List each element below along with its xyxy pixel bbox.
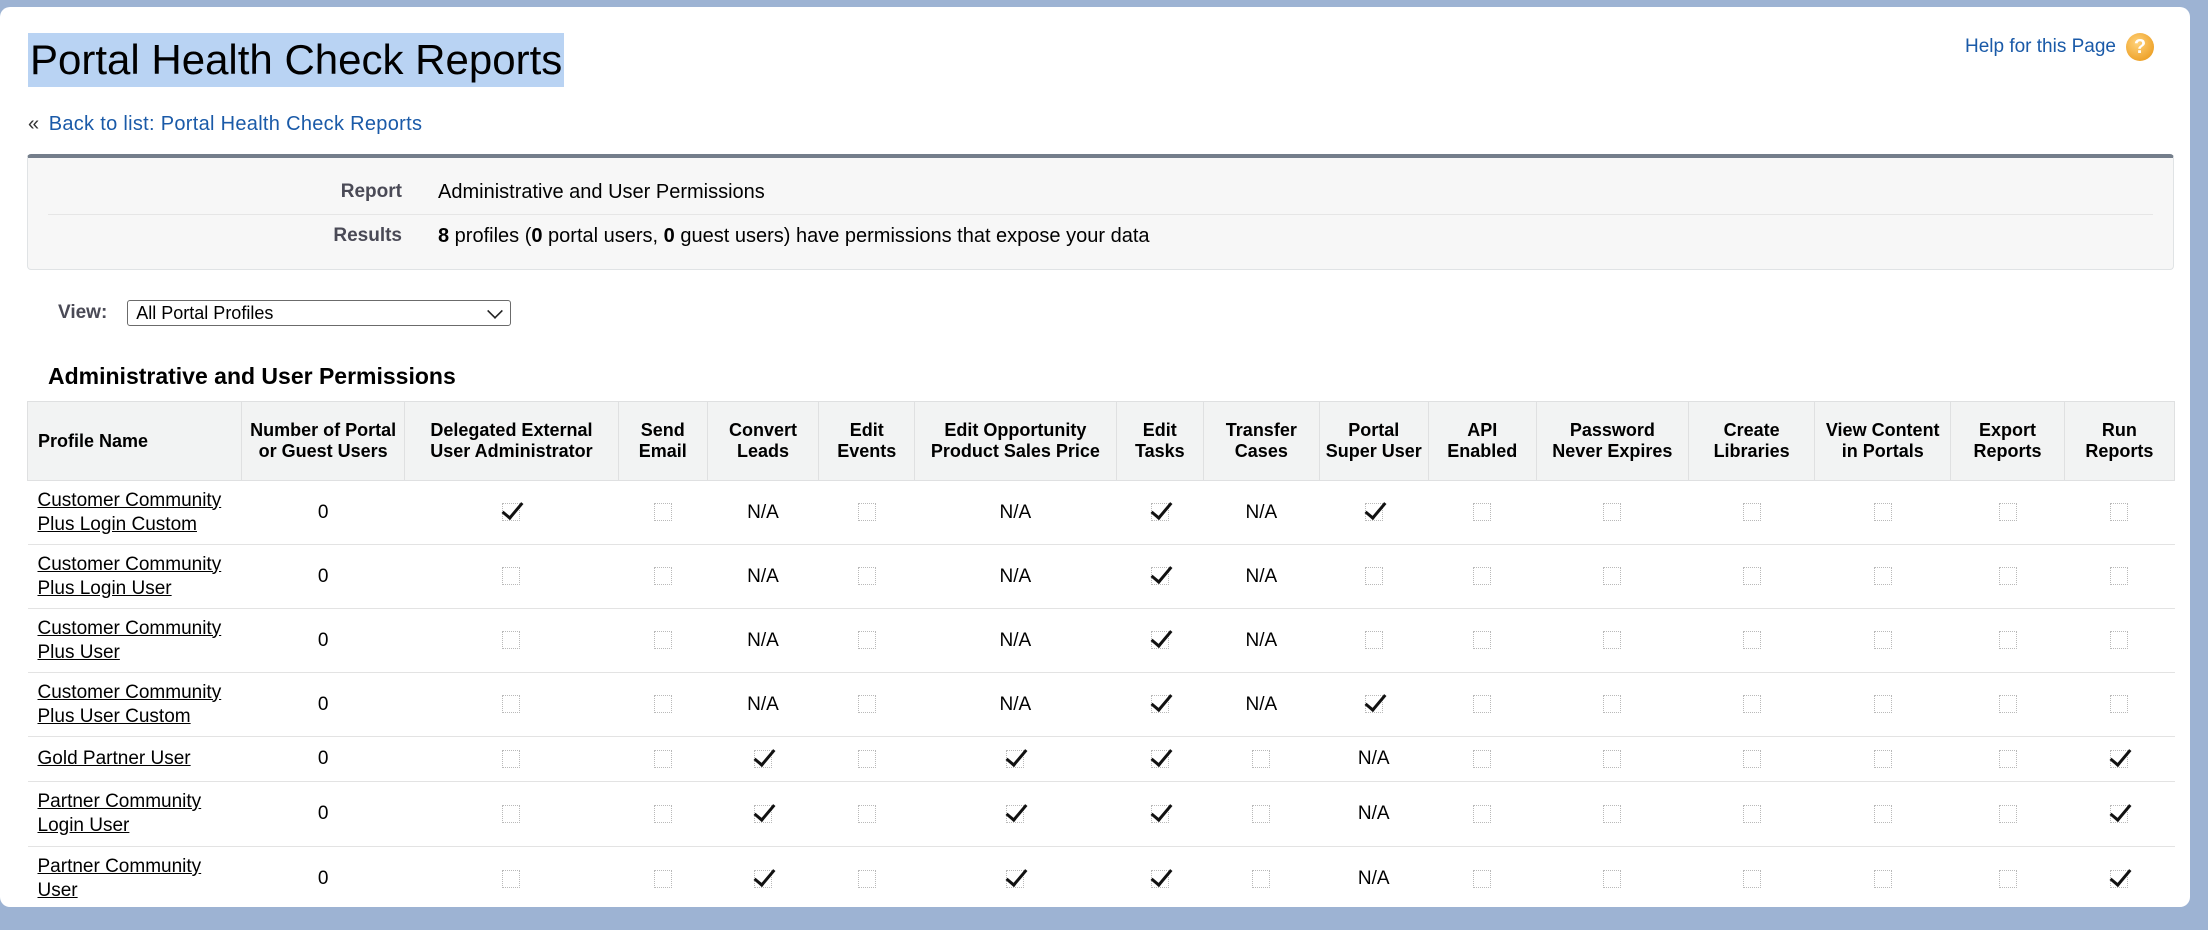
checkbox-empty-icon — [1252, 750, 1270, 768]
users-count-cell: 0 — [242, 609, 405, 673]
permission-cell — [1428, 782, 1536, 847]
checkbox-checked-icon — [1006, 750, 1024, 768]
permission-cell — [1689, 545, 1815, 609]
column-header: Export Reports — [1951, 402, 2064, 481]
breadcrumb — [28, 113, 422, 136]
profile-link[interactable]: Customer Community Plus Login Custom — [37, 489, 222, 535]
users-count-cell: 0 — [242, 782, 405, 847]
checkbox-checked-icon — [1151, 870, 1169, 888]
checkbox-empty-icon — [858, 631, 876, 649]
users-count-cell: 0 — [242, 847, 405, 908]
checkbox-empty-icon — [1603, 695, 1621, 713]
help-area — [1965, 33, 2154, 61]
checkbox-empty-icon — [1473, 870, 1491, 888]
checkbox-empty-icon — [654, 750, 672, 768]
permission-cell — [404, 847, 618, 908]
question-icon[interactable]: ? — [2126, 33, 2154, 61]
permissions-table — [27, 401, 2175, 907]
back-arrow: « — [28, 113, 40, 135]
table-row — [28, 545, 2175, 609]
permission-cell — [819, 609, 915, 673]
permission-cell — [819, 481, 915, 545]
table-row — [28, 847, 2175, 908]
checkbox-empty-icon — [1874, 567, 1892, 585]
table-body — [28, 481, 2175, 908]
checkbox-empty-icon — [858, 503, 876, 521]
checkbox-empty-icon — [2110, 695, 2128, 713]
permission-cell — [1116, 782, 1204, 847]
permission-cell — [2064, 847, 2174, 908]
results-label: Results — [333, 225, 402, 246]
view-filter — [58, 300, 511, 326]
not-applicable-text: N/A — [1245, 629, 1278, 651]
table-row — [28, 481, 2175, 545]
checkbox-empty-icon — [1743, 695, 1761, 713]
checkbox-checked-icon — [1151, 567, 1169, 585]
column-header: Create Libraries — [1689, 402, 1815, 481]
permission-cell — [819, 737, 915, 782]
checkbox-empty-icon — [1874, 695, 1892, 713]
table-row — [28, 737, 2175, 782]
portal-users-count: 0 — [531, 224, 543, 247]
checkbox-empty-icon — [654, 870, 672, 888]
permission-cell — [1951, 847, 2064, 908]
permission-cell — [404, 545, 618, 609]
permission-cell — [707, 545, 819, 609]
checkbox-empty-icon — [1473, 805, 1491, 823]
permission-cell — [404, 609, 618, 673]
permission-cell — [1116, 737, 1204, 782]
permission-cell — [1536, 782, 1689, 847]
column-header: Profile Name — [28, 402, 242, 481]
checkbox-empty-icon — [1603, 750, 1621, 768]
checkbox-empty-icon — [1473, 750, 1491, 768]
checkbox-empty-icon — [858, 870, 876, 888]
profile-name-cell — [28, 545, 242, 609]
checkbox-empty-icon — [1473, 503, 1491, 521]
checkbox-empty-icon — [1743, 870, 1761, 888]
checkbox-empty-icon — [1999, 567, 2017, 585]
checkbox-checked-icon — [1006, 870, 1024, 888]
checkbox-empty-icon — [1874, 631, 1892, 649]
view-selected-value: All Portal Profiles — [136, 302, 274, 323]
bottom-background — [0, 907, 2208, 930]
profile-link[interactable]: Customer Community Plus Login User — [37, 553, 222, 599]
checkbox-empty-icon — [1874, 503, 1892, 521]
permission-cell — [915, 782, 1116, 847]
section-title: Administrative and User Permissions — [48, 363, 456, 389]
permission-cell — [1951, 481, 2064, 545]
not-applicable-text: N/A — [747, 565, 779, 587]
permission-cell — [1116, 545, 1204, 609]
permission-cell — [707, 609, 819, 673]
table-row — [28, 782, 2175, 847]
back-to-list-link[interactable]: Back to list: Portal Health Check Reports — [48, 113, 423, 135]
not-applicable-text: N/A — [999, 629, 1032, 651]
checkbox-empty-icon — [502, 631, 520, 649]
permission-cell — [819, 782, 915, 847]
permission-cell — [1536, 545, 1689, 609]
permission-cell — [2064, 609, 2174, 673]
permission-cell — [915, 545, 1116, 609]
page-title: Portal Health Check Reports — [28, 33, 564, 87]
permission-cell — [1536, 847, 1689, 908]
permission-cell — [1815, 481, 1951, 545]
users-count-cell: 0 — [242, 545, 405, 609]
profile-link[interactable]: Partner Community Login User — [37, 791, 202, 836]
permission-cell — [1428, 481, 1536, 545]
not-applicable-text: N/A — [999, 693, 1032, 715]
table-header-row — [28, 402, 2175, 481]
column-header: Edit Opportunity Product Sales Price — [915, 402, 1116, 481]
permission-cell — [1951, 545, 2064, 609]
checkbox-checked-icon — [502, 503, 520, 521]
permission-cell — [1815, 609, 1951, 673]
checkbox-empty-icon — [1999, 870, 2017, 888]
permission-cell — [1204, 609, 1320, 673]
checkbox-empty-icon — [1743, 567, 1761, 585]
checkbox-empty-icon — [502, 695, 520, 713]
checkbox-empty-icon — [1473, 631, 1491, 649]
permission-cell — [707, 673, 819, 737]
column-header: Convert Leads — [707, 402, 819, 481]
checkbox-empty-icon — [1743, 631, 1761, 649]
not-applicable-text: N/A — [1245, 693, 1278, 715]
permission-cell — [1815, 782, 1951, 847]
permission-cell — [1536, 609, 1689, 673]
not-applicable-text: N/A — [1245, 501, 1278, 523]
permission-cell — [1689, 847, 1815, 908]
profile-name-cell — [28, 609, 242, 673]
checkbox-empty-icon — [1743, 805, 1761, 823]
permission-cell — [1951, 737, 2064, 782]
checkbox-empty-icon — [654, 631, 672, 649]
checkbox-checked-icon — [2110, 750, 2128, 768]
permission-cell — [707, 737, 819, 782]
permission-cell — [707, 847, 819, 908]
column-header: Edit Tasks — [1116, 402, 1204, 481]
checkbox-checked-icon — [1365, 503, 1383, 521]
not-applicable-text: N/A — [747, 629, 779, 651]
permission-cell — [1116, 673, 1204, 737]
checkbox-empty-icon — [2110, 503, 2128, 521]
permission-cell — [1951, 609, 2064, 673]
column-header: Send Email — [618, 402, 707, 481]
checkbox-checked-icon — [1151, 805, 1169, 823]
profile-name-cell — [28, 673, 242, 737]
permission-cell — [1204, 481, 1320, 545]
permission-cell — [404, 737, 618, 782]
permission-cell — [1428, 609, 1536, 673]
guest-users-text: guest users) have permissions that expose your data — [674, 224, 1150, 247]
report-row — [48, 170, 2153, 215]
permission-cell — [1319, 782, 1428, 847]
checkbox-checked-icon — [754, 750, 772, 768]
checkbox-empty-icon — [1473, 695, 1491, 713]
profiles-text: profiles ( — [449, 224, 532, 247]
page-container — [0, 7, 2190, 907]
permission-cell — [1428, 673, 1536, 737]
results-row — [48, 214, 2153, 258]
permission-cell — [1319, 673, 1428, 737]
permission-cell — [404, 782, 618, 847]
checkbox-checked-icon — [2110, 805, 2128, 823]
permission-cell — [1689, 481, 1815, 545]
not-applicable-text: N/A — [1357, 803, 1390, 824]
permission-cell — [915, 673, 1116, 737]
checkbox-empty-icon — [2110, 567, 2128, 585]
permission-cell — [1319, 545, 1428, 609]
checkbox-empty-icon — [1252, 870, 1270, 888]
checkbox-empty-icon — [1999, 750, 2017, 768]
permission-cell — [1689, 673, 1815, 737]
checkbox-empty-icon — [1743, 503, 1761, 521]
permission-cell — [1689, 782, 1815, 847]
checkbox-empty-icon — [654, 695, 672, 713]
checkbox-checked-icon — [1151, 695, 1169, 713]
permission-cell — [618, 847, 707, 908]
checkbox-empty-icon — [1999, 805, 2017, 823]
checkbox-empty-icon — [1874, 805, 1892, 823]
chevron-down-icon — [487, 303, 503, 319]
permission-cell — [1536, 673, 1689, 737]
permission-cell — [1815, 847, 1951, 908]
permission-cell — [2064, 481, 2174, 545]
column-header: API Enabled — [1428, 402, 1536, 481]
checkbox-empty-icon — [858, 805, 876, 823]
view-label: View: — [58, 302, 108, 323]
permission-cell — [915, 481, 1116, 545]
checkbox-empty-icon — [1874, 870, 1892, 888]
profile-link[interactable]: Customer Community Plus User — [37, 617, 222, 663]
profile-name-cell — [28, 481, 242, 545]
permission-cell — [2064, 545, 2174, 609]
permission-cell — [1815, 737, 1951, 782]
profile-name-cell — [28, 782, 242, 847]
checkbox-checked-icon — [1365, 695, 1383, 713]
permission-cell — [1428, 545, 1536, 609]
checkbox-empty-icon — [502, 567, 520, 585]
permission-cell — [819, 545, 915, 609]
checkbox-empty-icon — [654, 805, 672, 823]
permission-cell — [404, 673, 618, 737]
permission-cell — [1319, 609, 1428, 673]
permission-cell — [618, 545, 707, 609]
permission-cell — [1204, 847, 1320, 908]
column-header: Run Reports — [2064, 402, 2174, 481]
permission-cell — [707, 782, 819, 847]
users-count-cell: 0 — [242, 481, 405, 545]
column-header: Number of Portal or Guest Users — [242, 402, 405, 481]
permission-cell — [2064, 737, 2174, 782]
report-value: Administrative and User Permissions — [438, 180, 765, 203]
permission-cell — [1428, 847, 1536, 908]
checkbox-checked-icon — [1006, 805, 1024, 823]
permission-cell — [1536, 737, 1689, 782]
permission-cell — [1319, 481, 1428, 545]
checkbox-empty-icon — [1603, 805, 1621, 823]
permission-cell — [1116, 481, 1204, 545]
checkbox-checked-icon — [1151, 750, 1169, 768]
checkbox-empty-icon — [1365, 631, 1383, 649]
permission-cell — [819, 847, 915, 908]
permission-cell — [1689, 609, 1815, 673]
permission-cell — [819, 673, 915, 737]
profile-link[interactable]: Customer Community Plus User Custom — [37, 681, 222, 727]
permission-cell — [1319, 737, 1428, 782]
permission-cell — [1815, 673, 1951, 737]
permission-cell — [915, 609, 1116, 673]
view-select[interactable] — [127, 300, 511, 326]
profiles-count: 8 — [438, 224, 450, 247]
not-applicable-text: N/A — [1245, 565, 1278, 587]
permission-cell — [618, 782, 707, 847]
checkbox-empty-icon — [1603, 870, 1621, 888]
permission-cell — [618, 673, 707, 737]
checkbox-empty-icon — [1999, 695, 2017, 713]
permission-cell — [618, 481, 707, 545]
permission-cell — [1116, 847, 1204, 908]
column-header: Password Never Expires — [1536, 402, 1689, 481]
checkbox-empty-icon — [1874, 750, 1892, 768]
report-label: Report — [340, 181, 402, 202]
checkbox-empty-icon — [858, 695, 876, 713]
not-applicable-text: N/A — [1357, 748, 1390, 769]
permission-cell — [1204, 673, 1320, 737]
checkbox-checked-icon — [1151, 631, 1169, 649]
column-header: View Content in Portals — [1815, 402, 1951, 481]
checkbox-empty-icon — [1743, 750, 1761, 768]
checkbox-empty-icon — [858, 567, 876, 585]
column-header: Transfer Cases — [1204, 402, 1320, 481]
users-count-cell: 0 — [242, 737, 405, 782]
permission-cell — [1428, 737, 1536, 782]
not-applicable-text: N/A — [747, 693, 779, 715]
permission-cell — [915, 847, 1116, 908]
permission-cell — [1204, 782, 1320, 847]
not-applicable-text: N/A — [999, 501, 1032, 523]
permission-cell — [1951, 782, 2064, 847]
guest-users-count: 0 — [663, 224, 675, 247]
permission-cell — [1319, 847, 1428, 908]
checkbox-empty-icon — [654, 503, 672, 521]
permission-cell — [915, 737, 1116, 782]
checkbox-empty-icon — [1252, 805, 1270, 823]
permission-cell — [1204, 737, 1320, 782]
permission-cell — [1815, 545, 1951, 609]
checkbox-empty-icon — [1603, 503, 1621, 521]
column-header: Portal Super User — [1319, 402, 1428, 481]
checkbox-empty-icon — [2110, 631, 2128, 649]
checkbox-checked-icon — [754, 805, 772, 823]
not-applicable-text: N/A — [1357, 868, 1390, 889]
help-link[interactable]: Help for this Page — [1964, 36, 2116, 57]
checkbox-empty-icon — [502, 750, 520, 768]
permission-cell — [1536, 481, 1689, 545]
portal-users-text: portal users, — [542, 224, 664, 247]
table-row — [28, 609, 2175, 673]
permission-cell — [707, 481, 819, 545]
checkbox-empty-icon — [1999, 503, 2017, 521]
results-value — [438, 225, 1150, 248]
checkbox-checked-icon — [2110, 870, 2128, 888]
permission-cell — [1116, 609, 1204, 673]
permission-cell — [2064, 782, 2174, 847]
checkbox-empty-icon — [654, 567, 672, 585]
column-header: Delegated External User Administrator — [404, 402, 618, 481]
permission-cell — [618, 737, 707, 782]
checkbox-empty-icon — [1603, 631, 1621, 649]
profile-link[interactable]: Gold Partner User — [37, 748, 191, 769]
checkbox-empty-icon — [502, 870, 520, 888]
column-header: Edit Events — [819, 402, 915, 481]
profile-name-cell — [28, 847, 242, 908]
table-row — [28, 673, 2175, 737]
permission-cell — [404, 481, 618, 545]
permission-cell — [1951, 673, 2064, 737]
checkbox-empty-icon — [1473, 567, 1491, 585]
report-detail-panel — [27, 154, 2174, 270]
not-applicable-text: N/A — [999, 565, 1032, 587]
profile-name-cell — [28, 737, 242, 782]
permission-cell — [2064, 673, 2174, 737]
not-applicable-text: N/A — [747, 501, 779, 523]
checkbox-empty-icon — [1999, 631, 2017, 649]
checkbox-checked-icon — [754, 870, 772, 888]
users-count-cell: 0 — [242, 673, 405, 737]
profile-link[interactable]: Partner Community User — [37, 856, 202, 901]
permission-cell — [1689, 737, 1815, 782]
checkbox-empty-icon — [1603, 567, 1621, 585]
checkbox-empty-icon — [502, 805, 520, 823]
checkbox-empty-icon — [1365, 567, 1383, 585]
checkbox-empty-icon — [858, 750, 876, 768]
checkbox-checked-icon — [1151, 503, 1169, 521]
permission-cell — [618, 609, 707, 673]
permission-cell — [1204, 545, 1320, 609]
